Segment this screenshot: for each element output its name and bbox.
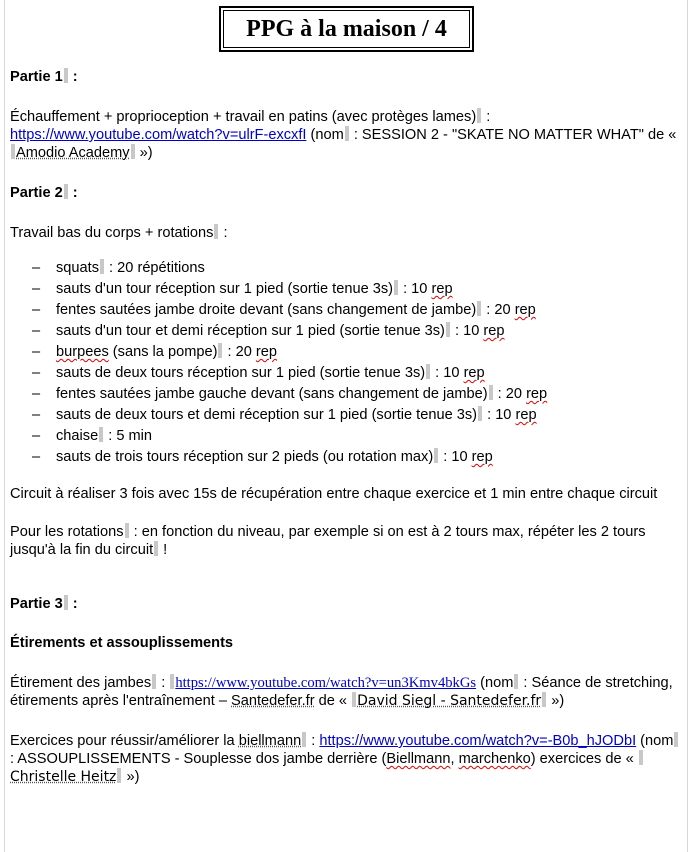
circuit-note: Circuit à réaliser 3 fois avec 15s de récupération entre chaque exercice et 1 min entre chaque circuit (10, 486, 658, 502)
biellmann-paragraph: Exercices pour réussir/améliorer la biellmann : https://www.youtube.com/watch?v=-B0b_hJODbI (nom : ASSOUPLISSEMENTS - Souplesse dos jambe derrière (Biellmann, marchenko) exercices de « Christelle Heitz ») (10, 732, 686, 786)
biellmann-author: Christelle Heitz (10, 769, 117, 785)
part1-channel: Amodio Academy (16, 145, 130, 161)
field-shade (64, 68, 68, 83)
part2-intro: Travail bas du corps + rotations : (10, 225, 228, 241)
exercise-list (10, 258, 686, 468)
list-item: – fentes sautées jambe droite devant (sans changement de jambe) : 20 rep (10, 300, 686, 321)
title-box (219, 6, 474, 52)
list-item: – burpees (sans la pompe) : 20 rep (10, 342, 686, 363)
part1-heading: Partie 1 : (10, 69, 78, 85)
part1-intro: Échauffement + proprioception + travail en patins (avec protèges lames) (10, 109, 477, 125)
stretch-author: David Siegl - Santedefer.fr (357, 693, 542, 709)
part3-subheading: Étirements et assouplissements (10, 635, 234, 651)
part1-paragraph: Échauffement + proprioception + travail en patins (avec protèges lames) : https://www.youtube.com/watch?v=ulrF-excxfI (nom : SESSION 2 - "SKATE NO MATTER WHAT" de « Amodio Academy ») (10, 109, 677, 161)
list-item: – sauts de trois tours réception sur 2 pieds (ou rotation max) : 10 rep (10, 447, 686, 468)
stretch-video-link[interactable]: https://www.youtube.com/watch?v=un3Kmv4bkGs (175, 675, 477, 691)
biellmann-video-link[interactable]: https://www.youtube.com/watch?v=-B0b_hJODbI (319, 733, 637, 749)
list-item: – squats : 20 répétitions (10, 258, 686, 279)
part2-heading: Partie 2 : (10, 185, 78, 201)
list-item: – sauts de deux tours réception sur 1 pied (sortie tenue 3s) : 10 rep (10, 363, 686, 384)
rotation-note: Pour les rotations : en fonction du niveau, par exemple si on est à 2 tours max, répéter les 2 tours jusqu'à la fin du circuit ! (10, 524, 646, 558)
list-item: – fentes sautées jambe gauche devant (sans changement de jambe) : 20 rep (10, 384, 686, 405)
part3-heading: Partie 3 : (10, 596, 78, 612)
page-title: PPG à la maison / 4 (223, 10, 470, 48)
part1-video-link[interactable]: https://www.youtube.com/watch?v=ulrF-excxfI (10, 127, 307, 143)
list-item: – sauts d'un tour et demi réception sur 1 pied (sortie tenue 3s) : 10 rep (10, 321, 686, 342)
stretch-paragraph: Étirement des jambes : https://www.youtube.com/watch?v=un3Kmv4bkGs (nom : Séance de stretching, étirements après l'entraînement – Santedefer.fr de « David Siegl - Santedefer.fr ») (10, 675, 673, 709)
list-item: – chaise : 5 min (10, 426, 686, 447)
list-item: – sauts de deux tours et demi réception sur 1 pied (sortie tenue 3s) : 10 rep (10, 405, 686, 426)
document-page (4, 0, 688, 852)
document-body (10, 68, 686, 786)
list-item: – sauts d'un tour réception sur 1 pied (sortie tenue 3s) : 10 rep (10, 279, 686, 300)
